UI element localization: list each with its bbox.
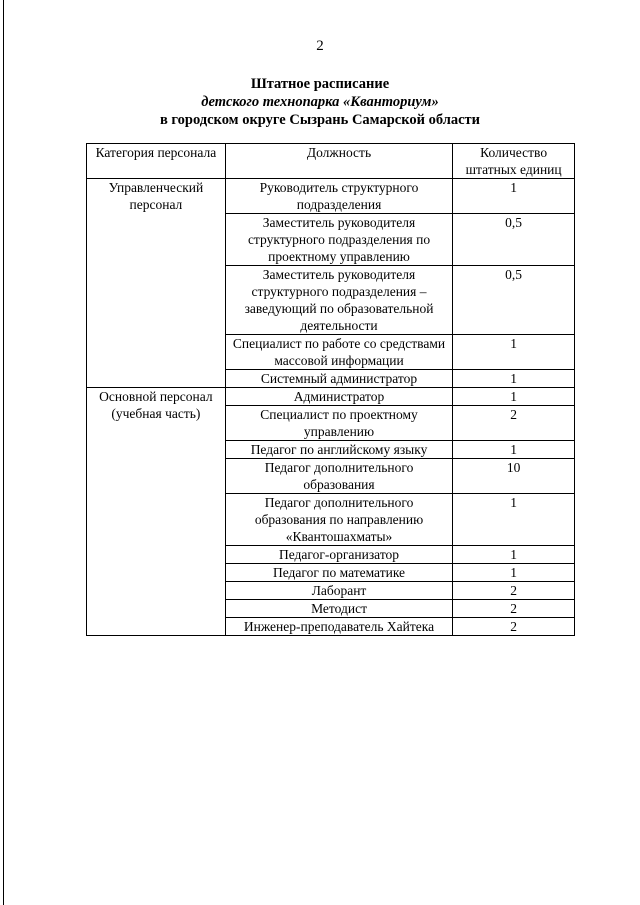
position-cell: Заместитель руководителя структурного подразделения по проектному управлению (225, 214, 452, 266)
table-header-row (87, 144, 575, 179)
staff-table (86, 143, 575, 636)
count-cell: 1 (453, 546, 575, 564)
count-cell: 1 (453, 441, 575, 459)
position-cell: Методист (225, 600, 452, 618)
count-cell: 1 (453, 370, 575, 388)
position-cell: Руководитель структурного подразделения (225, 179, 452, 214)
position-cell: Специалист по проектному управлению (225, 406, 452, 441)
count-cell: 1 (453, 335, 575, 370)
position-cell: Педагог по математике (225, 564, 452, 582)
count-cell: 2 (453, 406, 575, 441)
title-line-1: Штатное расписание (250, 76, 390, 92)
count-cell: 1 (453, 179, 575, 214)
count-cell: 0,5 (453, 214, 575, 266)
scan-edge-line (3, 0, 4, 905)
position-cell: Педагог дополнительного образования по направлению «Квантошахматы» (225, 494, 452, 546)
position-cell: Системный администратор (225, 370, 452, 388)
title-line-2: детского технопарка «Кванториум» (201, 94, 439, 110)
header-count: Количество штатных единиц (453, 144, 575, 179)
count-cell: 2 (453, 600, 575, 618)
count-cell: 1 (453, 564, 575, 582)
position-cell: Администратор (225, 388, 452, 406)
title-line-3: в городском округе Сызрань Самарской области (159, 112, 481, 128)
position-cell: Заместитель руководителя структурного подразделения – заведующий по образовательной деятельности (225, 266, 452, 335)
count-cell: 2 (453, 582, 575, 600)
category-cell: Основной персонал (учебная часть) (87, 388, 226, 636)
position-cell: Специалист по работе со средствами массовой информации (225, 335, 452, 370)
header-category: Категория персонала (87, 144, 226, 179)
count-cell: 1 (453, 388, 575, 406)
count-cell: 1 (453, 494, 575, 546)
position-cell: Инженер-преподаватель Хайтека (225, 618, 452, 636)
position-cell: Педагог по английскому языку (225, 441, 452, 459)
position-cell: Педагог-организатор (225, 546, 452, 564)
position-cell: Лаборант (225, 582, 452, 600)
document-title (0, 75, 640, 129)
page-number: 2 (316, 38, 324, 54)
category-cell: Управленческий персонал (87, 179, 226, 388)
table-row (87, 179, 575, 214)
position-cell: Педагог дополнительного образования (225, 459, 452, 494)
count-cell: 2 (453, 618, 575, 636)
count-cell: 10 (453, 459, 575, 494)
header-position: Должность (225, 144, 452, 179)
count-cell: 0,5 (453, 266, 575, 335)
table-row (87, 388, 575, 406)
